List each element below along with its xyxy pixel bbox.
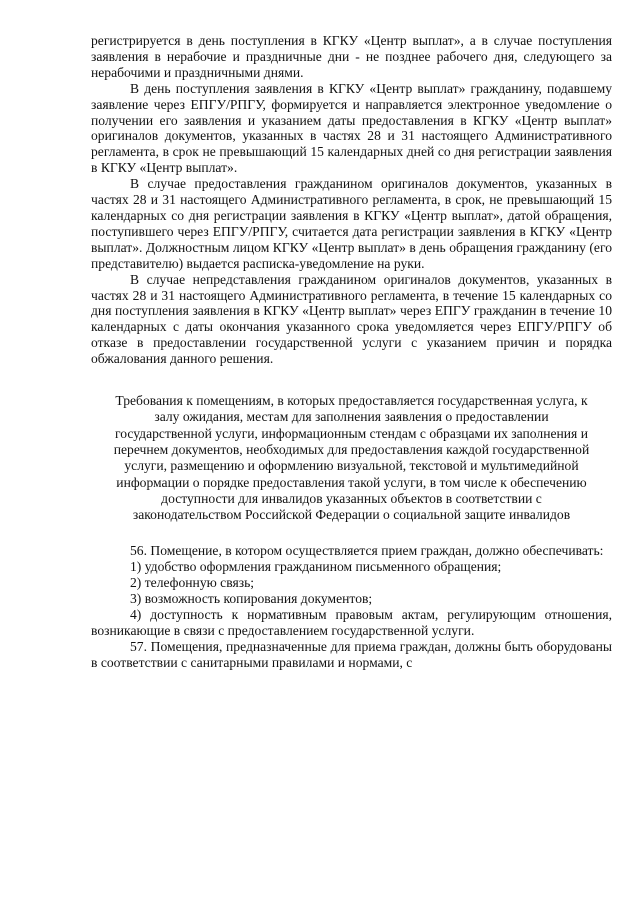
- spacer: [91, 523, 612, 543]
- paragraph: регистрируется в день поступления в КГКУ «Центр выплат», а в случае поступления заявления в нерабочие и праздничные дни - не позднее рабочего дня, следующего за нерабочими и праздничными днями.: [91, 33, 612, 80]
- list-item: 1) удобство оформления гражданином письменного обращения;: [130, 559, 502, 575]
- paragraph: В день поступления заявления в КГКУ «Центр выплат» гражданину, подавшему заявление через ЕПГУ/РПГУ, формируется и направляется электронное уведомление о получении его заявления и указанием даты предоставления в КГКУ «Центр выплат» оригиналов документов, указанных в частях 28 и 31 настоящего Административного регламента, в срок не превышающий 15 календарных дней со дня регистрации заявления в КГКУ «Центр выплат».: [91, 80, 612, 176]
- paragraph: В случае предоставления гражданином оригиналов документов, указанных в частях 28 и 31 настоящего Административного регламента, в срок, не превышающий 15 календарных со дня регистрации заявления в КГКУ «Центр выплат», датой обращения, поступившего через ЕПГУ/РПГУ, считается дата регистрации заявления в КГКУ «Центр выплат». Должностным лицом КГКУ «Центр выплат» в день обращения гражданину (его представителю) выдается расписка-уведомление на руки.: [91, 176, 612, 271]
- paragraph: 57. Помещения, предназначенные для приема граждан, должны быть оборудованы в соответствии с санитарными правилами и нормами, с: [91, 638, 612, 670]
- list-item: 4) доступность к нормативным правовым актам, регулирующим отношения, возникающие в связи с предоставлением государственной услуги.: [91, 607, 612, 638]
- section-heading: Требования к помещениям, в которых предоставляется государственная услуга, к залу ожидания, местам для заполнения заявления о предоставлении государственной услуги, информационным стендам с образцами их заполнения и перечнем документов, необходимых для предоставления каждой государственной услуги, размещению и оформлению визуальной, текстовой и мультимедийной информации о порядке предоставления такой услуги, в том числе к обеспечению доступности для инвалидов указанных объектов в соответствии с законодательством Российской Федерации о социальной защите инвалидов: [113, 393, 590, 523]
- paragraph: В случае непредставления гражданином оригиналов документов, указанных в частях 28 и 31 настоящего Административного регламента, в течение 15 календарных со дня поступления заявления в КГКУ «Центр выплат» через ЕПГУ гражданин в течение 10 календарных с даты окончания указанного срока уведомляется через ЕПГУ/РПГУ об отказе в предоставлении государственной услуги с указанием причин и порядка обжалования данного решения.: [91, 271, 612, 367]
- list-item: 2) телефонную связь;: [130, 575, 255, 591]
- list-item: 3) возможность копирования документов;: [130, 591, 373, 607]
- paragraph: 56. Помещение, в котором осуществляется прием граждан, должно обеспечивать:: [130, 543, 604, 559]
